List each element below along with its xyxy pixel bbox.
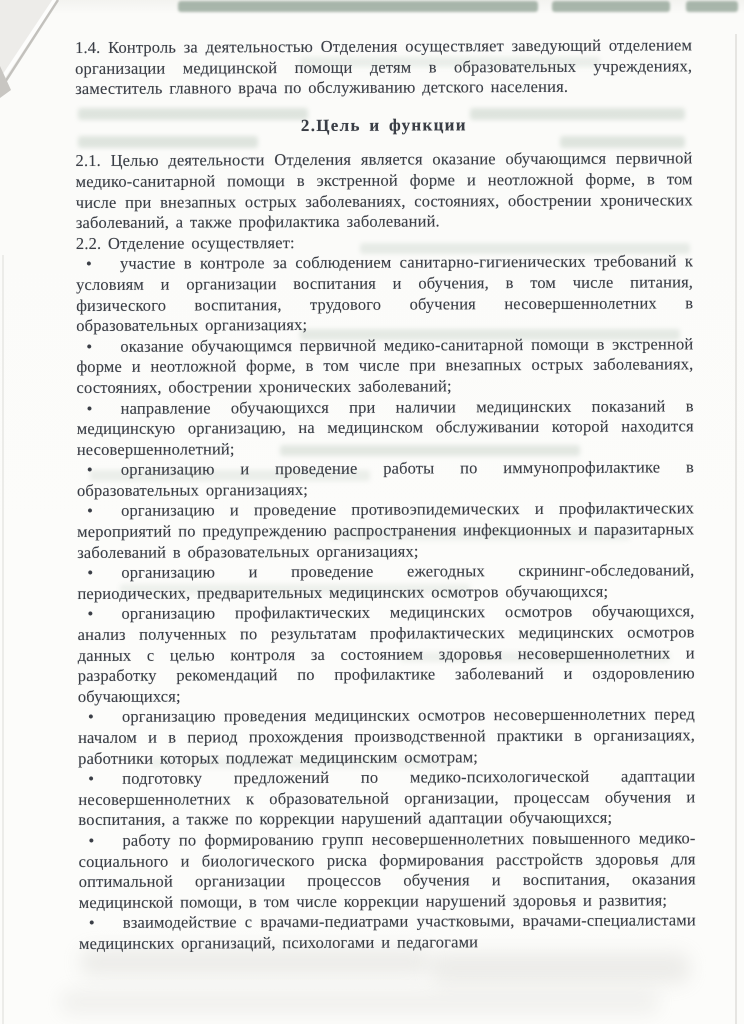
list-item — [79, 911, 696, 955]
list-item-text: организацию профилактических медицинских осмотров обучающихся, анализ полученных по результатам профилактических медицинских осмотров данных с целью контроля за состоянием здоровья несовершеннолетних и разработку рекомендаций по профилактике заболеваний и оздоровлению обучающихся; — [77, 601, 695, 706]
smudge-mark — [60, 990, 660, 1014]
page-corner-fold — [0, 0, 70, 102]
page-edge-line — [2, 255, 4, 1024]
bullet-icon: • — [86, 460, 93, 480]
list-item-text: оказание обучающимся первичной медико-санитарной помощи в экстренной форме и неотложной форме, в том числе при внезапных острых заболеваниях, состояниях, обострении хронических заболеваний; — [76, 334, 694, 397]
bleed-through-mark — [178, 1, 538, 12]
list-item-text: взаимодействие с врачами-педиатрами участковыми, врачами-специалистами медицинских организаций, психологами и педагогами — [78, 910, 696, 953]
bullet-icon: • — [88, 830, 95, 850]
list-item — [77, 396, 694, 460]
list-item — [76, 252, 693, 337]
list-item — [77, 499, 694, 563]
list-item-text: подготовку предложений по медико-психологической адаптации несовершеннолетних к образовательной организации, процессам обучения и воспитания, а также по коррекции нарушений адаптации обучающихся; — [78, 766, 696, 830]
bullet-icon: • — [85, 254, 92, 274]
smudge-mark — [430, 952, 690, 984]
list-item-text: работу по формированию групп несовершеннолетних повышенного медико-социального и биологического риска формирования расстройств здоровья для оптимальной организации процессов обучения и воспитания, оказания медицинской помощи, в том числе коррекции нарушений здоровья и развития; — [78, 828, 696, 912]
bullet-icon: • — [88, 769, 95, 789]
bullet-icon: • — [87, 604, 94, 624]
list-item — [77, 561, 694, 605]
document-content — [75, 35, 696, 954]
list-item — [77, 458, 694, 502]
list-item-text: организацию и проведение противоэпидемических и профилактических мероприятий по предупреждению распространения инфекционных и паразитарных заболеваний в образовательных организациях; — [77, 498, 695, 562]
bullet-icon: • — [86, 336, 93, 356]
paragraph-2-1: 2.1. Целью деятельности Отделения является оказание обучающимся первичной медико-санитарной помощи в экстренной форме и неотложной форме, в том числе при внезапных острых заболеваниях, состояниях, обострении хронических заболеваний, а также профилактика заболеваний. — [75, 148, 693, 233]
section-heading: 2.Цель и функции — [300, 115, 467, 135]
list-item — [78, 828, 695, 913]
list-item — [78, 705, 695, 769]
bleed-through-mark — [686, 1, 738, 12]
bleed-through-mark — [552, 1, 670, 12]
list-item-text: организацию и проведение работы по иммунопрофилактике в образовательных организациях; — [76, 457, 694, 500]
paragraph-2-2-intro: 2.2. Отделение осуществляет: — [75, 232, 295, 253]
list-item-text: направление обучающихся при наличии медицинских показаний в медицинскую организацию, на медицинском обслуживании которой находится несовершеннолетний; — [76, 395, 694, 459]
list-item — [77, 602, 694, 708]
page-edge-line — [735, 34, 737, 1024]
bullet-icon: • — [86, 398, 93, 418]
list-item-text: организацию и проведение ежегодных скрининг-обследований, периодических, предварительных медицинских осмотров обучающихся; — [77, 560, 695, 603]
bullet-icon: • — [87, 501, 94, 521]
bullet-icon: • — [88, 913, 95, 933]
bullet-icon: • — [87, 707, 94, 727]
list-item — [78, 766, 695, 830]
bullet-icon: • — [87, 563, 94, 583]
paragraph-1-4: 1.4. Контроль за деятельностью Отделения осуществляет заведующий отделением организации медицинской помощи детям в образовательных учреждениях, заместитель главного врача по обслуживанию детского населения. — [75, 35, 693, 99]
list-item-text: организацию проведения медицинских осмотров несовершеннолетних перед началом и в период прохождения производственной практики в организациях, работники которых подлежат медицинским осмотрам; — [78, 704, 696, 768]
list-item — [76, 334, 693, 398]
list-item-text: участие в контроле за соблюдением санитарно-гигиенических требований к условиям и организации воспитания и обучения, в том числе питания, физического воспитания, трудового обучения несовершеннолетних в образовательных организациях; — [76, 251, 694, 336]
